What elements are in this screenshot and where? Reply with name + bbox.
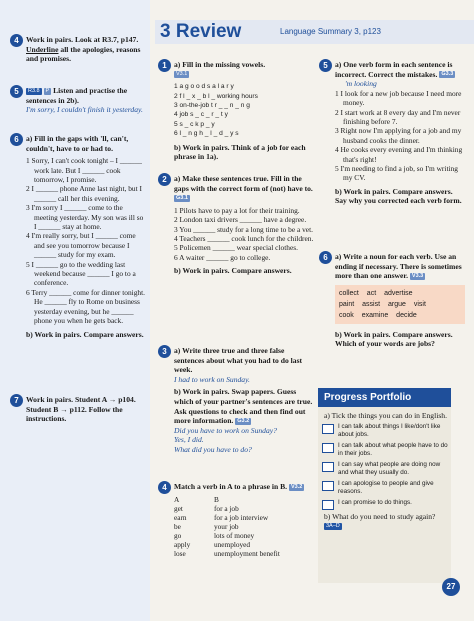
list-item: 1 Sorry, I can't cook tonight – I ______ work late. But I ______ cook tomorrow, I promise. — [26, 156, 143, 184]
phrase: lots of money — [214, 530, 255, 540]
grammar-tag: G3.2 — [237, 417, 250, 424]
exercise-5-correct — [323, 60, 465, 206]
exercise-number: 7 — [10, 394, 23, 407]
gap-fill-list — [174, 206, 314, 262]
exercise-number: 3 — [158, 345, 171, 358]
exercise-4-match — [162, 482, 314, 558]
language-summary-ref: Language Summary 3, p123 — [280, 27, 381, 36]
gap-fill-list — [26, 156, 146, 325]
portfolio-item[interactable]: I can apologise to people and give reasons. — [318, 480, 451, 496]
instruction: Work in pairs. Student A → p104. Student B → p112. Follow the instructions. — [26, 395, 136, 424]
column-head: A — [174, 494, 180, 504]
dialogue-line: Yes, I did. — [174, 435, 204, 445]
instruction-b: b) Work in pairs. Compare answers. Which of your words are jobs? — [335, 329, 453, 349]
exercise-2 — [162, 174, 314, 276]
vowel-list — [174, 82, 314, 138]
word: examine — [361, 311, 389, 319]
word: collect — [339, 289, 359, 297]
progress-portfolio — [318, 388, 451, 583]
middle-column — [150, 0, 320, 621]
list-item: 3 Right now I'm applying for a job and my husband cooks the dinner. — [335, 126, 462, 145]
vocab-tag: V3.2 — [290, 483, 303, 490]
word: paint — [339, 300, 355, 308]
list-item: 2 I start work at 8 every day and I'm never finishing before 7. — [335, 107, 461, 126]
list-item: 1 Pilots have to pay a lot for their training. — [174, 205, 300, 215]
list-item: 5 I ______ go to the wedding last weekend because ______ I go to a conference. — [26, 259, 136, 288]
verb: get — [174, 503, 183, 513]
instruction-b: b) Work in pairs. Compare answers. — [26, 329, 144, 339]
list-item: 2 London taxi drivers ______ have a degree. — [174, 215, 307, 225]
vocab-tag: V3.3 — [411, 272, 424, 279]
exercise-number: 4 — [10, 34, 23, 47]
exercise-3 — [162, 346, 314, 455]
word: act — [366, 289, 377, 297]
handwritten-correction: 'm looking — [345, 79, 377, 89]
list-item: 2 f l _ x _ b l _ working hours — [174, 92, 258, 100]
list-item: 1 I look for a new job because I need more money. — [335, 88, 462, 108]
list-item: 5 Policemen ______ wear special clothes. — [174, 243, 298, 253]
list-item: 6 l _ n g h _ l _ d _ y s — [174, 130, 239, 138]
phrase: for a job interview — [214, 512, 269, 522]
phrase: unemployed — [214, 539, 251, 549]
verb: earn — [174, 512, 187, 522]
instruction-b: b) Work in pairs. Compare answers. — [174, 266, 292, 276]
phrase: unemployment benefit — [214, 548, 280, 558]
checkbox[interactable] — [322, 424, 334, 434]
word: visit — [413, 300, 426, 308]
verb: apply — [174, 539, 191, 549]
exercise-number: 5 — [10, 85, 23, 98]
portfolio-item[interactable]: I can say what people are doing now and what they usually do. — [318, 461, 451, 477]
instruction-a: a) One verb form in each sentence is incorrect. Correct the mistakes. G3.3 — [335, 60, 454, 79]
instruction-a: a) Fill in the missing vowels. — [174, 60, 266, 69]
portfolio-ref: 3A–D — [326, 522, 340, 529]
exercise-6 — [14, 134, 146, 339]
sentence-list — [335, 89, 465, 183]
list-item: 3 on-the-job t r _ _ n _ n g — [174, 102, 250, 109]
list-item: 4 He cooks every evening and I'm thinking that's right! — [335, 145, 463, 164]
portfolio-instruction-b: b) What do you need to study again? 3A–D — [324, 511, 436, 529]
verb: be — [174, 521, 181, 531]
portfolio-item[interactable]: I can talk about what people have to do in their jobs. — [318, 442, 451, 458]
match-columns — [174, 495, 314, 558]
list-item: 4 Teachers ______ cook lunch for the children. — [174, 234, 314, 243]
list-item: 5 s _ c k p _ y — [174, 120, 215, 128]
list-item: 6 A waiter ______ go to college. — [174, 252, 271, 262]
dialogue-line: Did you have to work on Sunday? — [174, 425, 277, 435]
checkbox[interactable] — [322, 500, 334, 510]
exercise-4 — [14, 35, 144, 64]
page-number: 27 — [442, 578, 460, 596]
instruction: Match a verb in A to a phrase in B. V3.2 — [174, 482, 303, 491]
left-column — [0, 0, 150, 621]
list-item: 3 You ______ study for a long time to be a vet. — [174, 224, 313, 234]
exercise-number: 5 — [319, 59, 332, 72]
dialogue-line: What did you have to do? — [174, 444, 252, 454]
instruction-b: b) Work in pairs. Swap papers. Guess which of your partner's sentences are true. Ask questions to check and then find out more information. G3.2 — [174, 387, 313, 426]
instruction: Listen and practise the sentences in 2b). — [26, 86, 128, 105]
column-b — [214, 495, 304, 558]
checkbox[interactable] — [322, 462, 334, 472]
verb: lose — [174, 548, 186, 558]
instruction: Work in pairs. Look at R3.7, p147. Underline all the apologies, reasons and promises. — [26, 35, 141, 64]
list-item: 4 I'm really sorry, but I ______ come and see you tomorrow because I ______ study for my exam. — [26, 231, 136, 260]
example-sentence: I'm sorry, I couldn't finish it yesterday. — [26, 105, 143, 115]
instruction-a: a) Write three true and three false sentences about what you had to do last week. — [174, 346, 303, 375]
word: advertise — [384, 289, 413, 297]
portfolio-item[interactable]: I can talk about things I like/don't like about jobs. — [318, 423, 451, 439]
pronunciation-tag: P — [45, 87, 50, 94]
instruction-b: b) Work in pairs. Think of a job for each phrase in 1a). — [174, 142, 306, 162]
exercise-number: 6 — [10, 133, 23, 146]
exercise-number: 6 — [319, 251, 332, 264]
grammar-tag: G3.3 — [441, 71, 454, 78]
exercise-number: 2 — [158, 173, 171, 186]
example-sentence: I had to work on Sunday. — [174, 374, 250, 384]
checkbox[interactable] — [322, 443, 334, 453]
grammar-tag: G3.1 — [176, 194, 188, 201]
portfolio-title: Progress Portfolio — [318, 388, 451, 407]
exercise-6-nouns — [323, 252, 465, 349]
audio-tag: R3.8 — [28, 87, 40, 94]
phrase: your job — [214, 521, 239, 531]
list-item: 4 job s _ c _ r _ t y — [174, 111, 228, 119]
portfolio-instruction-a: a) Tick the things you can do in English. — [324, 411, 447, 420]
exercise-number: 4 — [158, 481, 171, 494]
instruction-b: b) Work in pairs. Compare answers. Say why you corrected each verb form. — [335, 186, 462, 206]
instruction-a: a) Write a noun for each verb. Use an ending if necessary. There is sometimes more than one answer. V3.3 — [335, 252, 462, 281]
list-item: 3 I'm sorry I ______ come to the meeting yesterday. My son was ill so I ______ stay at home. — [26, 203, 144, 232]
exercise-7 — [14, 395, 144, 424]
word-box — [335, 285, 465, 324]
list-item: 2 I ______ phone Anne last night, but I ______ call her this evening. — [26, 184, 142, 203]
portfolio-item[interactable]: I can promise to do things. — [318, 499, 451, 507]
checkbox[interactable] — [322, 481, 334, 491]
word: assist — [362, 300, 381, 308]
exercise-5 — [14, 86, 144, 115]
word: decide — [396, 311, 417, 319]
verb: go — [174, 530, 182, 540]
column-a — [174, 495, 214, 558]
list-item: 6 Terry ______ come for dinner tonight. He ______ fly to Rome on business yesterday evening, but he ______ phone you when he gets back. — [26, 287, 146, 326]
vocab-tag: V3.1 — [176, 71, 188, 78]
exercise-1 — [162, 60, 314, 162]
phrase: for a job — [214, 503, 239, 513]
list-item: 1 a g o o d s a l a r y — [174, 83, 234, 91]
page-title: 3 Review — [160, 21, 242, 42]
list-item: 5 I'm needing to find a job, so I'm writing my CV. — [335, 164, 458, 183]
column-head: B — [214, 494, 219, 504]
exercise-number: 1 — [158, 59, 171, 72]
word: cook — [339, 311, 354, 319]
instruction-a: a) Make these sentences true. Fill in the gaps with the correct form of (not) have to. G3.1 — [174, 174, 313, 201]
instruction-a: a) Fill in the gaps with 'll, can't, couldn't, have to or had to. — [26, 134, 129, 153]
word: argue — [388, 300, 406, 308]
